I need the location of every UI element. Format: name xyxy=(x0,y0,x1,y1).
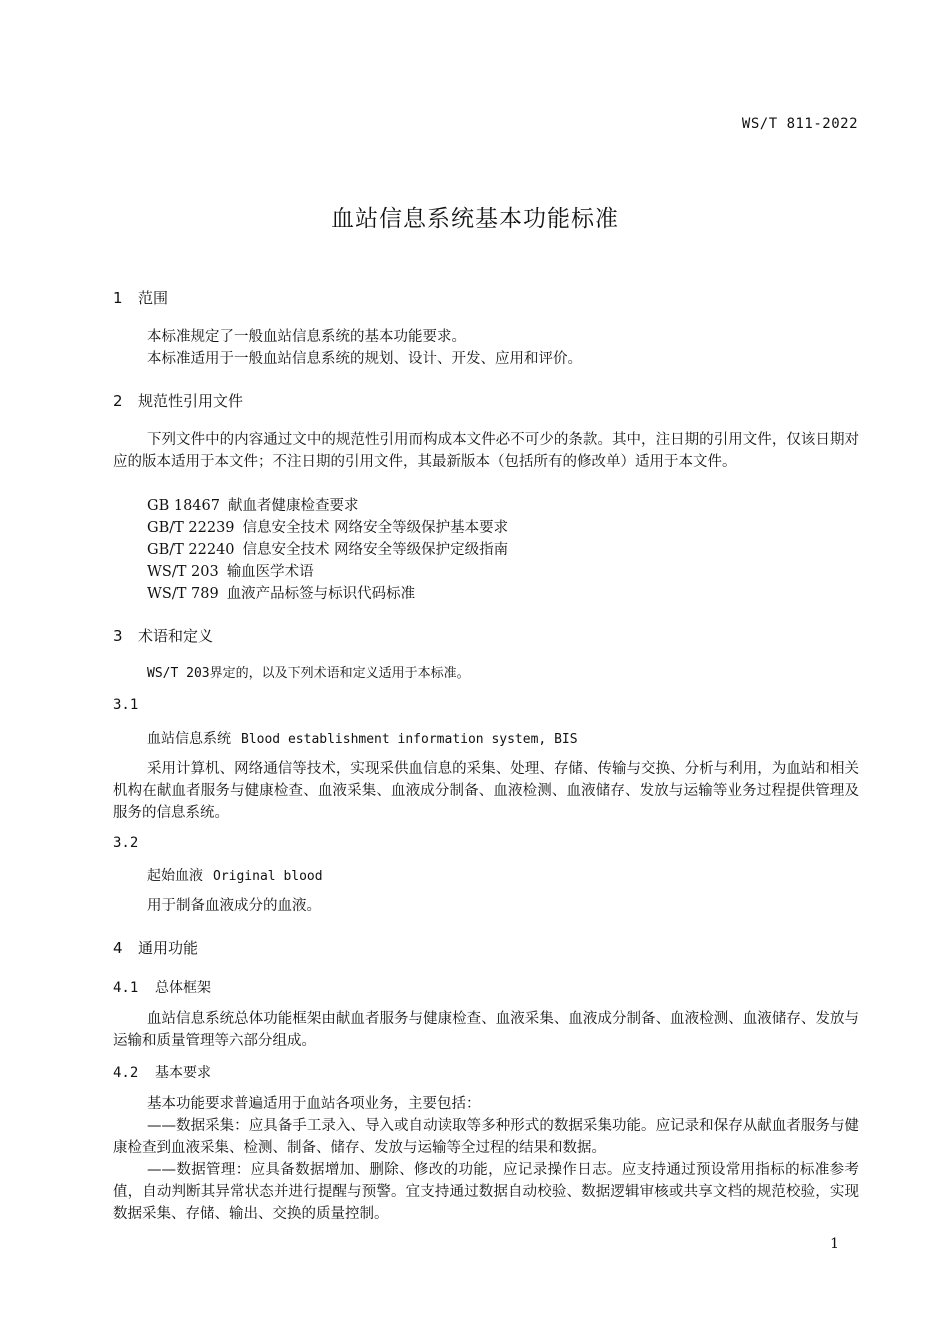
term-en: Original blood xyxy=(213,869,323,884)
section-number: 1 xyxy=(113,289,123,307)
section-number: 3 xyxy=(113,627,123,645)
term-en: Blood establishment information system, BIS xyxy=(241,732,578,747)
section-3-heading xyxy=(113,625,213,646)
paragraph: 基本功能要求普遍适用于血站各项业务，主要包括： xyxy=(147,1096,481,1112)
reference-name: 信息安全技术 网络安全等级保护定级指南 xyxy=(242,542,509,558)
term-zh: 起始血液 xyxy=(147,868,203,884)
term-number: 3.1 xyxy=(113,697,139,713)
term-definition: 用于制备血液成分的血液。 xyxy=(147,898,321,914)
reference-code: WS/T 203 xyxy=(147,564,219,580)
reference-code: WS/T 789 xyxy=(147,586,219,602)
reference-item xyxy=(147,583,415,605)
term-number: 3.2 xyxy=(113,835,139,851)
subsection-4-2-heading xyxy=(113,1062,211,1082)
section-title: 术语和定义 xyxy=(138,627,214,645)
section-title: 范围 xyxy=(138,289,169,307)
reference-name: 信息安全技术 网络安全等级保护基本要求 xyxy=(242,520,509,536)
reference-name: 献血者健康检查要求 xyxy=(227,498,359,514)
section-number: 4 xyxy=(113,939,123,957)
subsection-title: 基本要求 xyxy=(155,1065,211,1081)
paragraph: 血站信息系统总体功能框架由献血者服务与健康检查、血液采集、血液成分制备、血液检测、血液储存、发放与运输和质量管理等六部分组成。 xyxy=(113,1011,859,1049)
paragraph: 本标准适用于一般血站信息系统的规划、设计、开发、应用和评价。 xyxy=(147,351,582,367)
paragraph: ——数据采集：应具备手工录入、导入或自动读取等多种形式的数据采集功能。应记录和保存从献血者服务与健康检查到血液采集、检测、制备、储存、发放与运输等全过程的结果和数据。 xyxy=(113,1118,859,1156)
reference-item xyxy=(147,561,314,583)
paragraph: 本标准规定了一般血站信息系统的基本功能要求。 xyxy=(147,329,466,345)
section-1-heading xyxy=(113,287,168,308)
reference-code: GB 18467 xyxy=(147,498,220,514)
standard-code: WS/T 811-2022 xyxy=(741,116,858,132)
document-title: 血站信息系统基本功能标准 xyxy=(331,206,619,232)
section-title: 通用功能 xyxy=(138,939,199,957)
reference-name: 血液产品标签与标识代码标准 xyxy=(226,586,416,602)
term-heading xyxy=(147,728,578,748)
paragraph: WS/T 203界定的，以及下列术语和定义适用于本标准。 xyxy=(147,666,470,681)
subsection-title: 总体框架 xyxy=(155,980,211,996)
section-title: 规范性引用文件 xyxy=(138,392,244,410)
term-definition: 采用计算机、网络通信等技术，实现采供血信息的采集、处理、存储、传输与交换、分析与利用，为血站和相关机构在献血者服务与健康检查、血液采集、血液成分制备、血液检测、血液储存、发放与运输等业务过程提供管理及服务的信息系统。 xyxy=(113,761,859,821)
term-zh: 血站信息系统 xyxy=(147,731,231,747)
page-number: 1 xyxy=(830,1236,839,1252)
paragraph: ——数据管理：应具备数据增加、删除、修改的功能，应记录操作日志。应支持通过预设常用指标的标准参考值，自动判断其异常状态并进行提醒与预警。宜支持通过数据自动校验、数据逻辑审核或共享文档的规范校验，实现数据采集、存储、输出、交换的质量控制。 xyxy=(113,1162,859,1222)
reference-code: GB/T 22239 xyxy=(147,520,235,536)
section-2-heading xyxy=(113,390,243,411)
reference-name: 输血医学术语 xyxy=(226,564,314,580)
section-number: 2 xyxy=(113,392,123,410)
reference-item xyxy=(147,517,508,539)
paragraph: 下列文件中的内容通过文中的规范性引用而构成本文件必不可少的条款。其中，注日期的引用文件，仅该日期对应的版本适用于本文件；不注日期的引用文件，其最新版本（包括所有的修改单）适用于本文件。 xyxy=(113,432,859,470)
subsection-4-1-heading xyxy=(113,977,211,997)
term-heading xyxy=(147,865,323,885)
reference-item xyxy=(147,495,358,517)
subsection-number: 4.1 xyxy=(113,980,139,996)
subsection-number: 4.2 xyxy=(113,1065,139,1081)
reference-item xyxy=(147,539,508,561)
reference-code: GB/T 22240 xyxy=(147,542,235,558)
section-4-heading xyxy=(113,937,198,958)
